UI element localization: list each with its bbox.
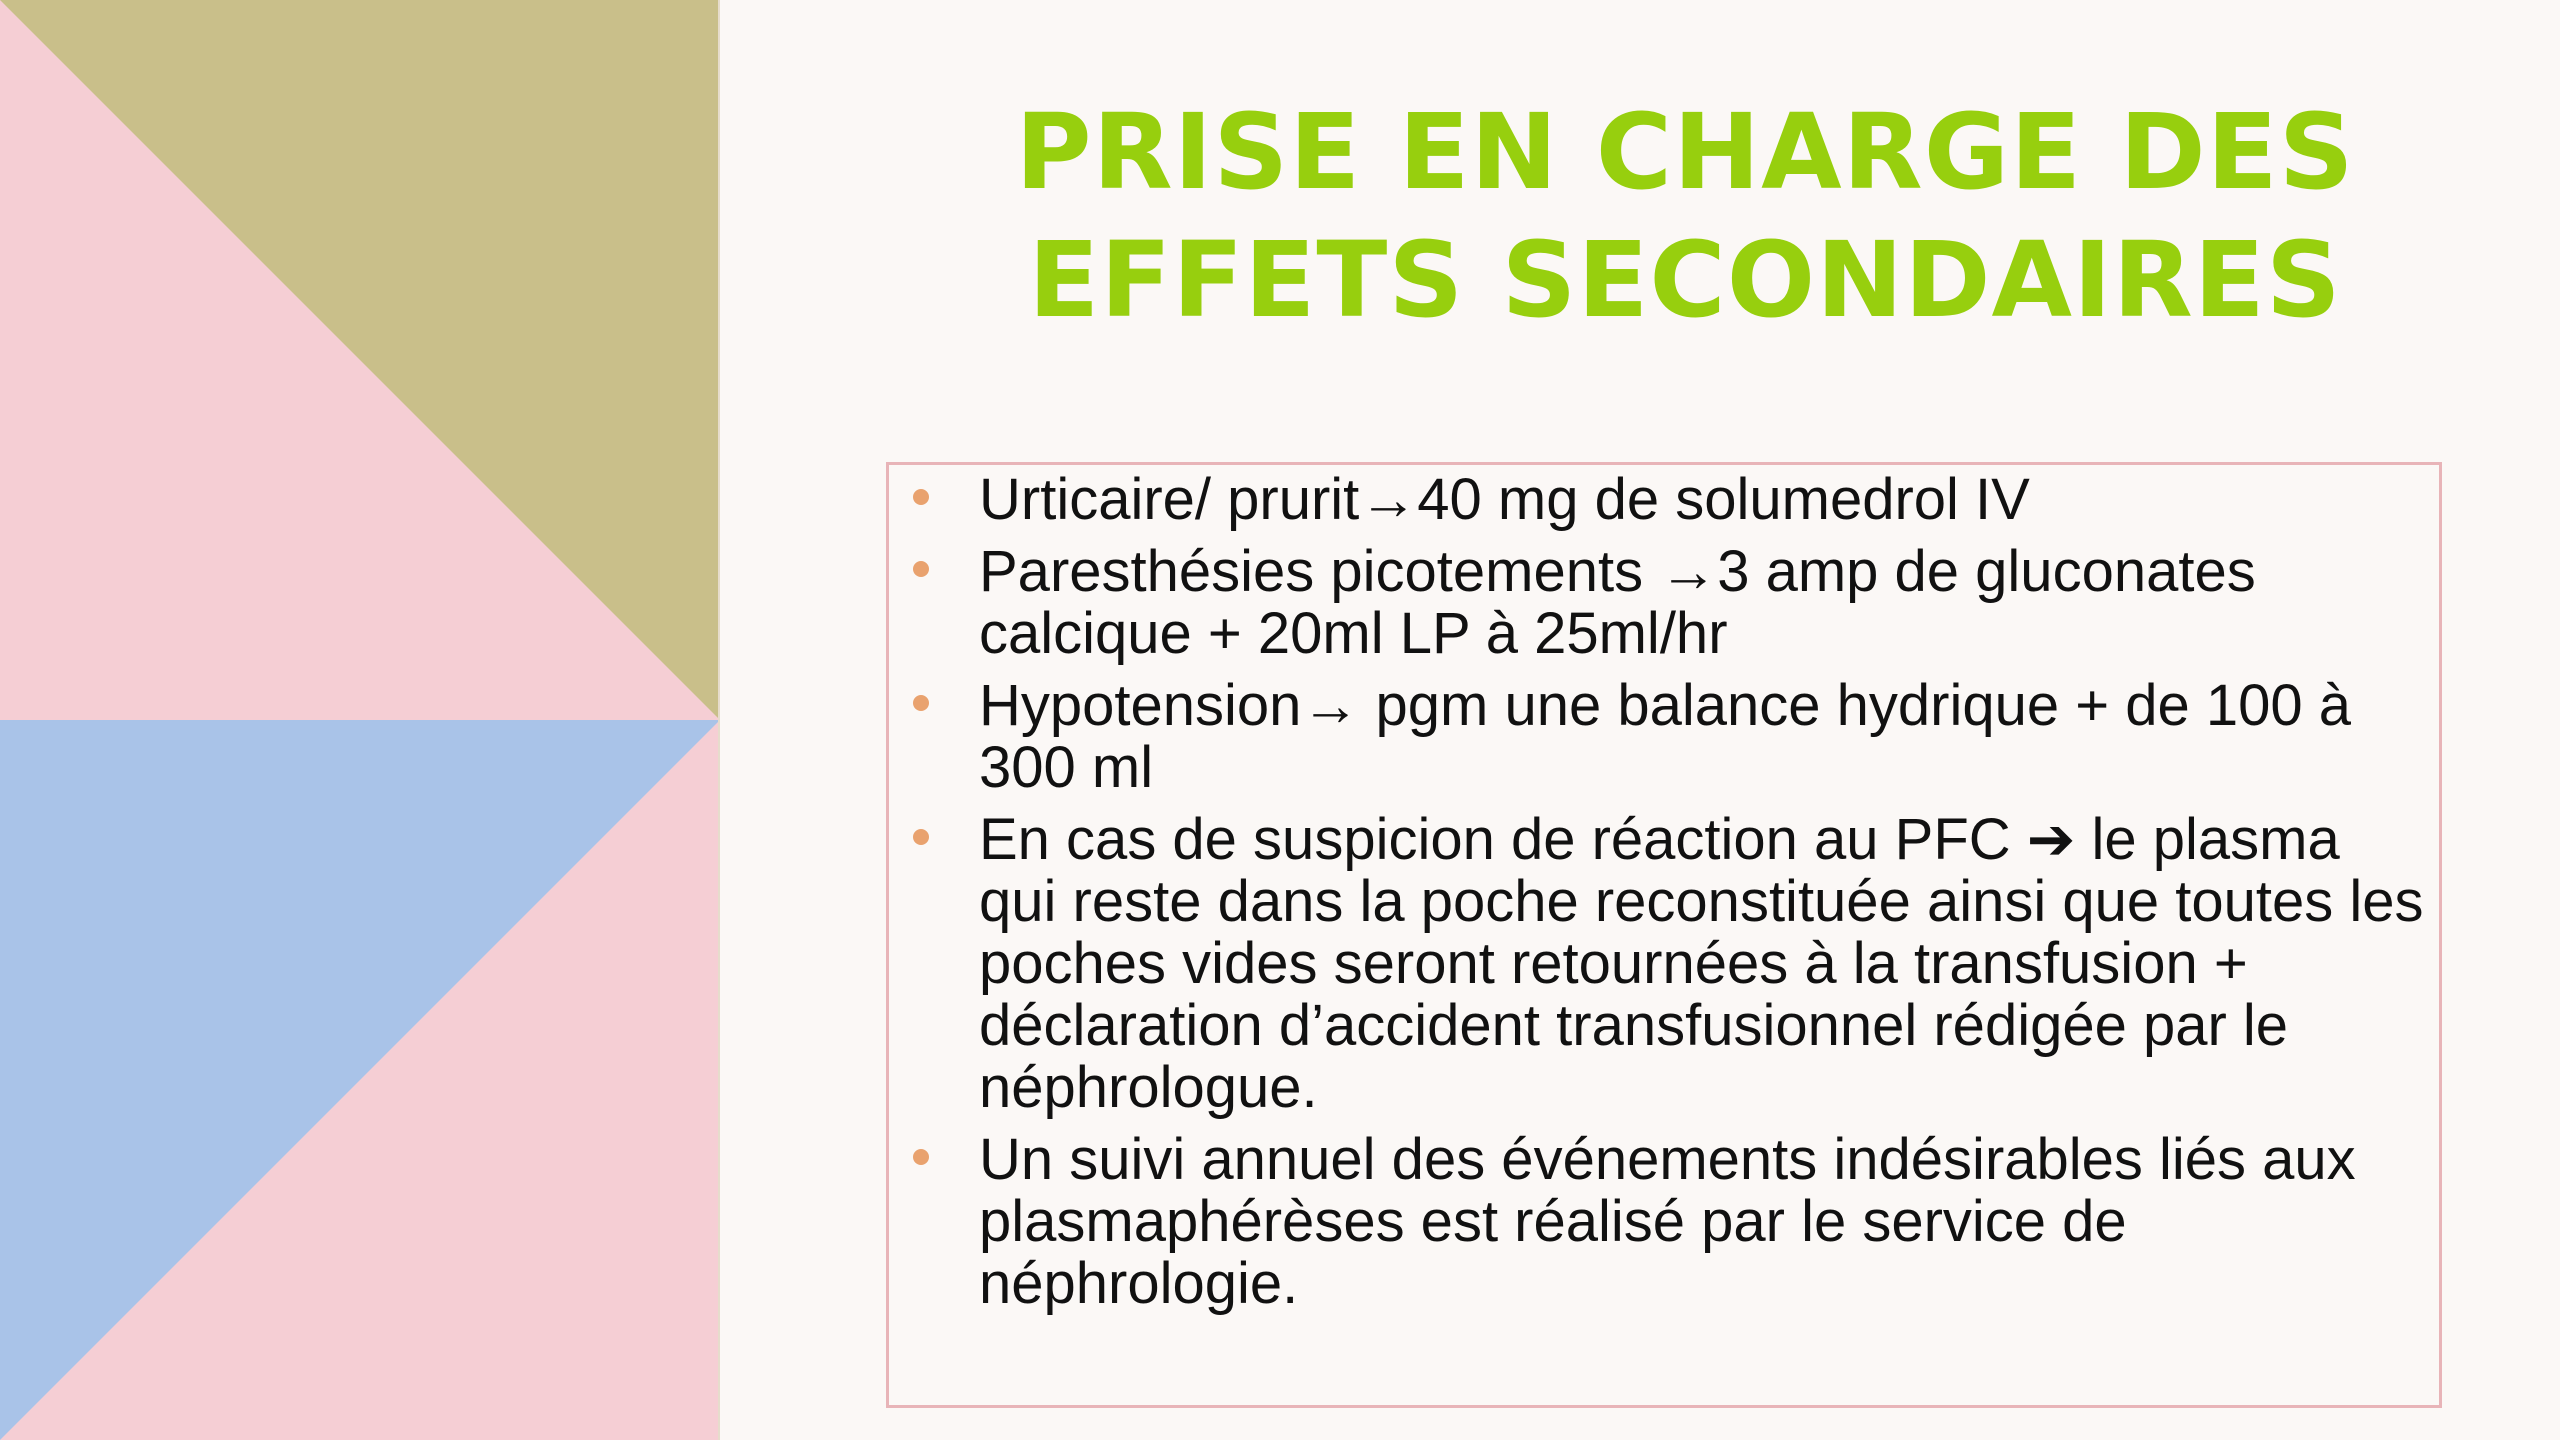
bullet-item: [979, 541, 2429, 665]
bullet-dot-icon: [913, 829, 929, 845]
bullet-list: [979, 469, 2429, 1325]
bullet-dot-icon: [913, 561, 929, 577]
content-box: [886, 462, 2442, 1408]
slide-title: [960, 88, 2410, 344]
bullet-text: Urticaire/ prurit→40 mg de solumedrol IV: [979, 467, 2030, 532]
bullet-item: [979, 469, 2429, 531]
title-line-1: PRISE EN CHARGE DES: [1015, 91, 2355, 213]
bullet-text: En cas de suspicion de réaction au PFC ➔ le plasma qui reste dans la poche reconstituée ainsi que toutes les poches vides seront retournées à la transfusion + déclaration d’accident transfusionnel rédigée par le néphrologue.: [979, 807, 2424, 1120]
decorative-triangles: [0, 0, 720, 1440]
bullet-item: [979, 675, 2429, 799]
bullet-text: Paresthésies picotements →3 amp de gluconates calcique + 20ml LP à 25ml/hr: [979, 539, 2256, 666]
bullet-item: [979, 1129, 2429, 1315]
bullet-text: Un suivi annuel des événements indésirables liés aux plasmaphérèses est réalisé par le service de néphrologie.: [979, 1127, 2356, 1316]
bullet-dot-icon: [913, 1149, 929, 1165]
bullet-text: Hypotension→ pgm une balance hydrique + de 100 à 300 ml: [979, 673, 2352, 800]
bullet-item: [979, 809, 2429, 1119]
bullet-dot-icon: [913, 695, 929, 711]
bullet-dot-icon: [913, 489, 929, 505]
title-line-2: EFFETS SECONDAIRES: [1028, 219, 2342, 341]
